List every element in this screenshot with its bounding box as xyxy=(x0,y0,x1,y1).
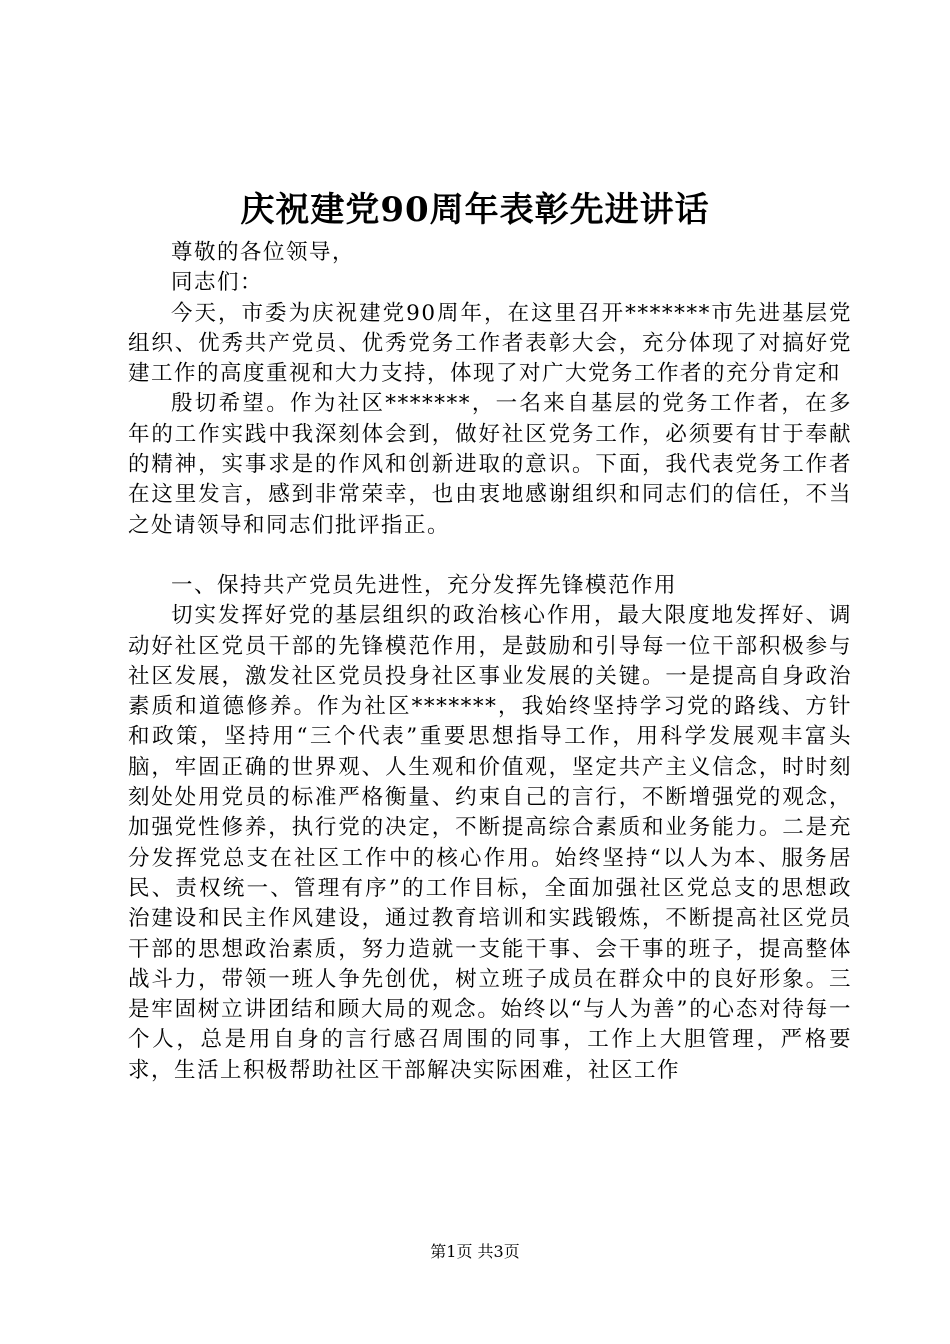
section-heading-1: 一、保持共产党员先进性，充分发挥先锋模范作用 xyxy=(171,572,678,598)
salutation-leaders: 尊敬的各位领导， xyxy=(171,240,356,265)
salutation-comrades: 同志们： xyxy=(171,270,264,296)
paragraph-intro: 今天，市委为庆祝建党90周年，在这里召开*******市先进基层党组织、优秀共产党员、优秀党务工作者表彰大会，充分体现了对搞好党建工作的高度重视和大力支持，体现了对广大党务工作者的充分肯定和 xyxy=(128,300,852,387)
page-number-footer: 第1页 共3页 xyxy=(430,1242,520,1261)
paragraph-intro-continued: 殷切希望。作为社区*******，一名来自基层的党务工作者，在多年的工作实践中我深刻体会到，做好社区党务工作，必须要有甘于奉献的精神，实事求是的作风和创新进取的意识。下面，我代表党务工作者在这里发言，感到非常荣幸，也由衷地感谢组织和同志们的信任，不当之处请领导和同志们批评指正。 xyxy=(128,391,852,538)
document-body xyxy=(128,238,852,1086)
paragraph-section-1: 切实发挥好党的基层组织的政治核心作用，最大限度地发挥好、调动好社区党员干部的先锋模范作用，是鼓励和引导每一位干部积极参与社区发展，激发社区党员投身社区事业发展的关键。一是提高自身政治素质和道德修养。作为社区*******，我始终坚持学习党的路线、方针和政策，坚持用“三个代表”重要思想指导工作，用科学发展观丰富头脑，牢固正确的世界观、人生观和价值观，坚定共产主义信念，时时刻刻处处用党员的标准严格衡量、约束自己的言行，不断增强党的观念，加强党性修养，执行党的决定，不断提高综合素质和业务能力。二是充分发挥党总支在社区工作中的核心作用。始终坚持“以人为本、服务居民、责权统一、管理有序”的工作目标，全面加强社区党总支的思想政治建设和民主作风建设，通过教育培训和实践锻炼，不断提高社区党员干部的思想政治素质，努力造就一支能干事、会干事的班子，提高整体战斗力，带领一班人争先创优，树立班子成员在群众中的良好形象。三是牢固树立讲团结和顾大局的观念。始终以“与人为善”的心态对待每一个人，总是用自身的言行感召周围的同事，工作上大胆管理，严格要求，生活上积极帮助社区干部解决实际困难，社区工作 xyxy=(128,603,852,1083)
document-title: 庆祝建党90周年表彰先进讲话 xyxy=(240,190,710,230)
